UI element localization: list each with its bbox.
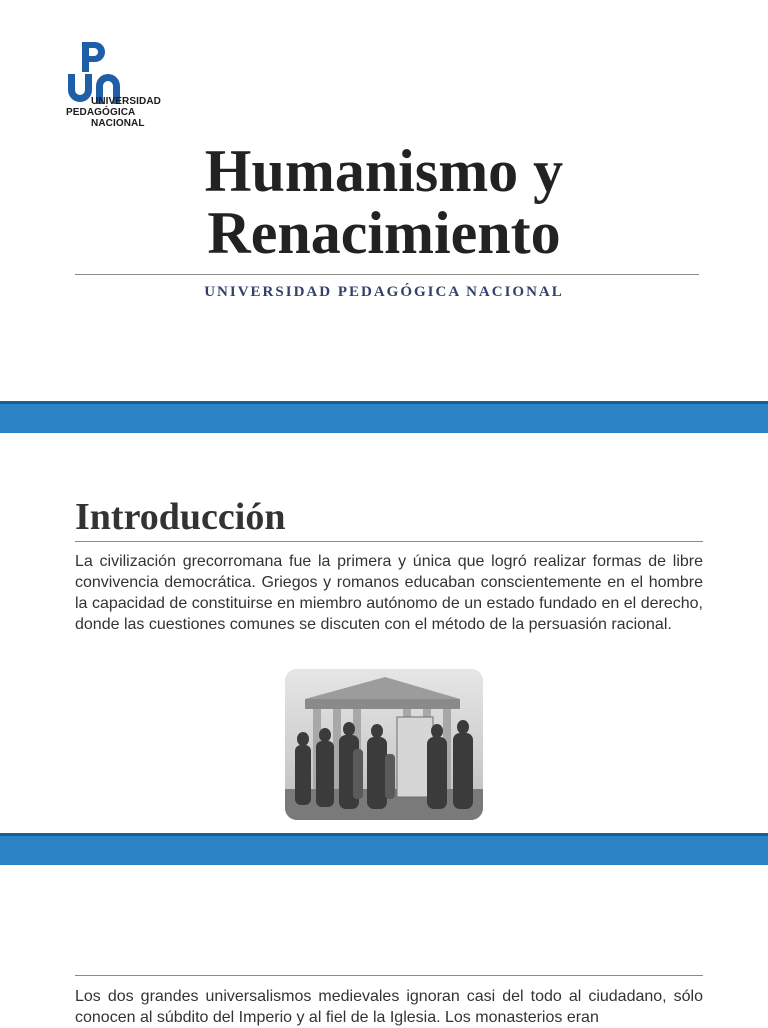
logo-text-line2: PEDAGÓGICA [66,107,136,118]
section-heading: Introducción [75,496,286,538]
title-divider [75,274,699,275]
section-separator-band-2 [0,833,768,865]
logo-text-line1: UNIVERSIDAD [91,96,161,107]
engraving-illustration [285,669,483,820]
university-logo [66,40,176,130]
title-line2: Renacimiento [207,200,561,266]
page-title [0,140,768,264]
logo-text-line3: NACIONAL [91,118,145,129]
intro-paragraph: La civilización grecorromana fue la primera y única que logró realizar formas de libre convivencia democrática. Griegos y romanos educaban conscientemente en el hombre la capacidad de constituirse en miembro autónomo de un estado fundado en el derecho, donde las cuestiones comunes se discuten con el método de la persuasión racional. [75,553,703,633]
classical-engraving-image [285,669,483,820]
section-separator-band [0,401,768,433]
title-line1: Humanismo y [204,138,564,204]
heading-divider [75,541,703,542]
next-page-divider [75,975,703,976]
upn-logo-icon [66,40,126,104]
page-subtitle: UNIVERSIDAD PEDAGÓGICA NACIONAL [204,284,564,300]
next-paragraph: Los dos grandes universalismos medievales ignoran casi del todo al ciudadano, sólo conocen al súbdito del Imperio y al fiel de la Iglesia. Los monasterios eran [75,988,703,1026]
